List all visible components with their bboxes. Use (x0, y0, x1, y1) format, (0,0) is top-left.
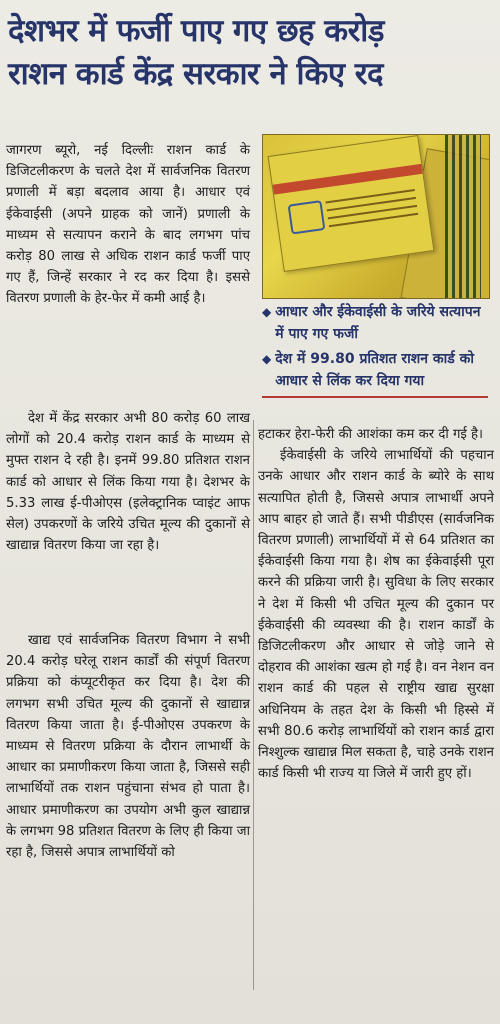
article-paragraph: जागरण ब्यूरो, नई दिल्लीः राशन कार्ड के डिजिटलीकरण के चलते देश में सार्वजनिक वितरण प्रणाली में बड़ा बदलाव आया है। आधार एवं ईकेवाईसी (अपने ग्राहक को जानें) प्रणाली के माध्यम से सत्यापन कराने के बाद लगभग पांच करोड़ 80 लाख से अधिक राशन कार्ड फर्जी पाए गए हैं, जिन्हें सरकार ने रद कर दिया है। इससे वितरण प्रणाली के हेर-फेर में कमी आई है। (6, 143, 250, 307)
headline (8, 10, 492, 96)
article-column-2 (258, 424, 494, 784)
article-column-1-bottom (6, 630, 250, 863)
ration-card-photo (262, 134, 490, 299)
callout-box (262, 301, 488, 398)
callout-item (262, 301, 488, 345)
column-divider (253, 420, 254, 990)
article-paragraph: देश में केंद्र सरकार अभी 80 करोड़ 60 लाख लोगों को 20.4 करोड़ राशन कार्ड के माध्यम से मुफ्त राशन दे रही है। इनमें 99.80 प्रतिशत राशन कार्ड को आधार से लिंक किया गया है। देशभर के 5.33 लाख ई-पीओएस (इलेक्ट्रानिक प्वाइंट आफ सेल) उपकरणों के जरिये उचित मूल्य की दुकानों से खाद्यान्न वितरण किया जा रहा है। (6, 411, 250, 554)
callout-text: देश में 99.80 प्रतिशत राशन कार्ड को आधार से लिंक कर दिया गया (275, 351, 475, 389)
headline-line-1: देशभर में फर्जी पाए गए छह करोड़ (8, 13, 384, 49)
bullet-diamond-icon: ◆ (262, 305, 272, 319)
article-column-1-middle (6, 408, 250, 556)
headline-line-2: राशन कार्ड केंद्र सरकार ने किए रद (8, 56, 383, 92)
photo-grille (445, 135, 481, 298)
article-column-1-lead (6, 140, 250, 310)
callout-underline (262, 396, 488, 398)
article-paragraph: हटाकर हेरा-फेरी की आशंका कम कर दी गई है। (258, 427, 484, 442)
photo-card-front (268, 135, 435, 272)
callout-item (262, 348, 488, 392)
article-paragraph: ईकेवाईसी के जरिये लाभार्थियों की पहचान उनके आधार और राशन कार्ड के ब्योरे के साथ सत्यापित होती है, जिससे अपात्र लाभार्थी अपने आप बाहर हो जाते हैं। सभी पीडीएस (सार्वजनिक वितरण प्रणाली) लाभार्थियों में से 64 प्रतिशत का ईकेवाईसी किया गया है। शेष का ईकेवाईसी पूरा करने की प्रक्रिया जारी है। सुविधा के लिए सरकार ने देश में किसी भी उचित मूल्य की दुकान पर ईकेवाईसी की व्यवस्था की है। राशन कार्डों के डिजिटलीकरण और आधार से जोड़े जाने से दोहराव की आशंका खत्म हो गई है। वन नेशन वन राशन कार्ड की पहल से राष्ट्रीय खाद्य सुरक्षा अधिनियम के तहत देश के किसी भी हिस्से में सभी 80.6 करोड़ लाभार्थियों को राशन कार्ड द्वारा निश्शुल्क खाद्यान्न मिल सकता है, चाहे उनके राशन कार्ड किसी भी राज्य या जिले में जारी हुए हों। (258, 448, 494, 782)
article-paragraph: खाद्य एवं सार्वजनिक वितरण विभाग ने सभी 20.4 करोड़ घरेलू राशन कार्डों की संपूर्ण वितरण प्रक्रिया को कंप्यूटरीकृत कर दिया है। देश की लगभग सभी उचित मूल्य की दुकानों से खाद्यान्न वितरण किया जाता है। ई-पीओएस उपकरण के माध्यम से वितरण प्रक्रिया के दौरान लाभार्थी के आधार का प्रमाणीकरण किया जाता है, जिससे सही लाभार्थियों तक राशन पहुंचाना संभव हो पाता है। आधार प्रमाणीकरण का उपयोग अभी कुल खाद्यान्न के लगभग 98 प्रतिशत वितरण के लिए ही किया जा रहा है, जिससे अपात्र लाभार्थियों को (6, 633, 250, 861)
bullet-diamond-icon: ◆ (262, 352, 272, 366)
emblem-icon (288, 200, 326, 234)
callout-text: आधार और ईकेवाईसी के जरिये सत्यापन में पाए गए फर्जी (275, 304, 481, 342)
